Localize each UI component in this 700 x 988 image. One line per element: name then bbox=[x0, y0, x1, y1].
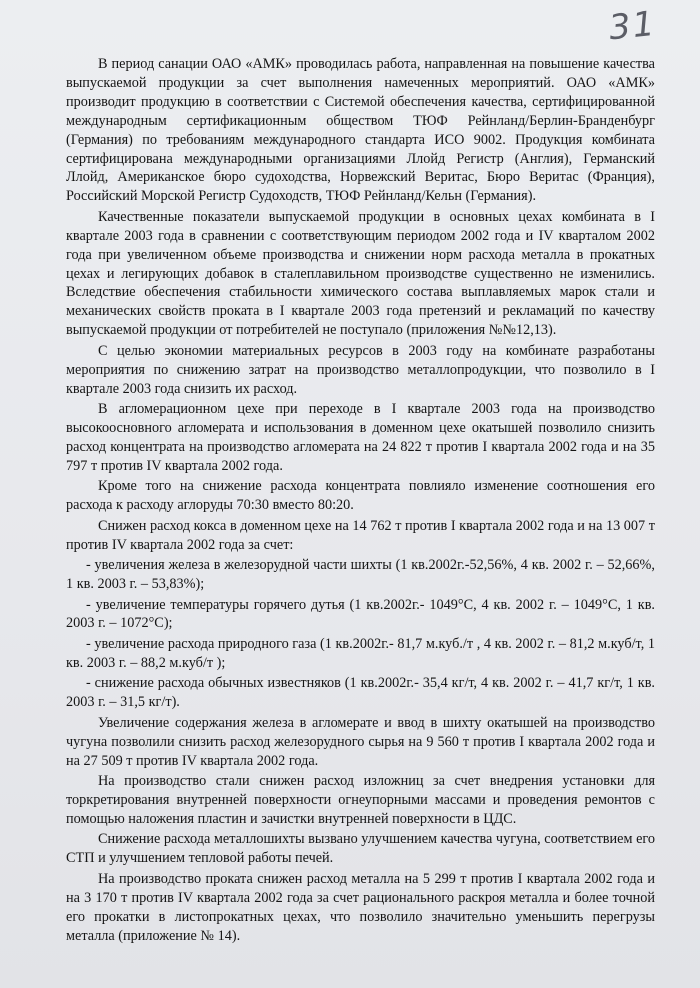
page-number: 31 bbox=[606, 3, 658, 49]
list-item: - снижение расхода обычных известняков (1 кв.2002г.- 35,4 кг/т, 4 кв. 2002 г. – 41,7 кг/т, 1 кв. 2003 г. – 31,5 кг/т). bbox=[66, 675, 655, 711]
paragraph: Качественные показатели выпускаемой продукции в основных цехах комбината в I квартале 2003 года в сравнении с соответствующим периодом 2002 года и IV кварталом 2002 года при увеличенном объеме производства и снижении норм расхода металла в прокатных цехах и легирующих добавок в сталеплавильном производстве существенно не изменились. Вследствие обеспечения стабильности химического состава выплавляемых марок стали и механических свойств проката в I квартале 2003 года претензий и рекламаций по качеству выпускаемой продукции от потребителей не поступало (приложения №№12,13). bbox=[66, 208, 655, 339]
paragraph: В период санации ОАО «АМК» проводилась работа, направленная на повышение качества выпускаемой продукции за счет выполнения намеченных мероприятий. ОАО «АМК» производит продукцию в соответствии с Системой обеспечения качества, сертифицированной международным сертификационным обществом ТЮФ Рейнланд/Берлин-Бранденбург (Германия) по требованиям международного стандарта ИСО 9002. Продукция комбината сертифицирована международными организациями Ллойд Регистр (Англия), Германский Ллойд, Американское бюро судоходства, Норвежский Веритас, Бюро Веритас (Франция), Российский Морской Регистр Судоходств, ТЮФ Рейнланд/Кельн (Германия). bbox=[66, 56, 655, 205]
paragraph: В агломерационном цехе при переходе в I квартале 2003 года на производство высокоосновного агломерата и использования в доменном цехе окатышей позволило снизить расход концентрата на производство агломерата на 24 822 т против I квартала 2002 года и на 35 797 т против IV квартала 2002 года. bbox=[66, 401, 655, 474]
paragraph: С целью экономии материальных ресурсов в 2003 году на комбинате разработаны мероприятия по снижению затрат на производство металлопродукции, что позволило в I квартале 2003 года снизить их расход. bbox=[66, 342, 655, 397]
list-item: - увеличения железа в железорудной части шихты (1 кв.2002г.-52,56%, 4 кв. 2002 г. – 52,66%, 1 кв. 2003 г. – 53,83%); bbox=[66, 557, 655, 593]
paragraph: Снижение расхода металлошихты вызвано улучшением качества чугуна, соответствием его СТП и улучшением тепловой работы печей. bbox=[66, 831, 656, 867]
document-body bbox=[66, 55, 655, 947]
paragraph: На производство стали снижен расход изложниц за счет внедрения установки для торкретирования внутренней поверхности огнеупорными массами и проведения ремонтов с помощью наложения пластин и зачистки внутренней поверхности в ЦДС. bbox=[66, 773, 655, 827]
list-item: - увеличение расхода природного газа (1 кв.2002г.- 81,7 м.куб./т , 4 кв. 2002 г. – 81,2 м.куб/т, 1 кв. 2003 г. – 88,2 м.куб/т ); bbox=[66, 635, 655, 671]
paragraph: Кроме того на снижение расхода концентрата повлияло изменение соотношения его расхода к расходу аглоруды 70:30 вместо 80:20. bbox=[66, 478, 655, 514]
paragraph: Снижен расход кокса в доменном цехе на 14 762 т против I квартала 2002 года и на 13 007 т против IV квартала 2002 года за счет: bbox=[66, 517, 655, 553]
paragraph: Увеличение содержания железа в агломерате и ввод в шихту окатышей на производство чугуна позволили снизить расход железорудного сырья на 9 560 т против I квартала 2002 года и на 27 509 т против IV квартала 2002 года. bbox=[66, 714, 655, 769]
paragraph: На производство проката снижен расход металла на 5 299 т против I квартала 2002 года и на 3 170 т против IV квартала 2002 года за счет рационального раскроя металла и более точной его прокатки в листопрокатных цехах, что позволило значительно уменьшить перегрузы металла (приложение № 14). bbox=[66, 870, 655, 944]
list-item: - увеличение температуры горячего дутья (1 кв.2002г.- 1049°С, 4 кв. 2002 г. – 1049°С, 1 кв. 2003 г. – 1072°С); bbox=[66, 596, 655, 632]
